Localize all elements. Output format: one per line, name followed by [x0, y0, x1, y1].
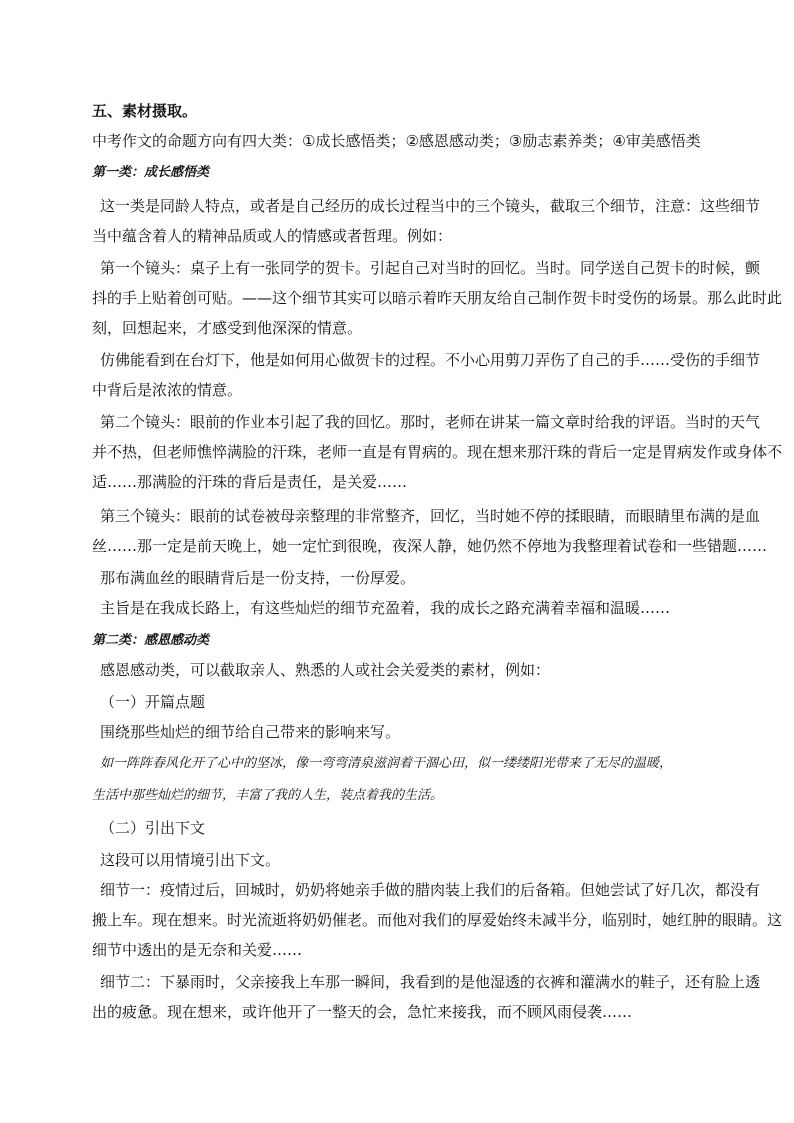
paragraph-line: 搬上车。现在想来。时光流逝将奶奶催老。而他对我们的厚爱始终未减半分，临别时，她红肿的眼睛。这	[92, 911, 783, 929]
example-sentence-line: 如一阵阵春风化开了心中的坚冰，像一弯弯清泉滋润着干涸心田，似一缕缕阳光带来了无尽的温暖，	[100, 756, 673, 771]
paragraph-line: 细节一：疫情过后，回城时，奶奶将她亲手做的腊肉装上我们的后备箱。但她尝试了好几次，都没有	[100, 881, 761, 899]
paragraph-line: 这段可以用情境引出下文。	[100, 851, 281, 869]
paragraph-line: 第三个镜头：眼前的试卷被母亲整理的非常整齐，回忆，当时她不停的揉眼睛，而眼睛里布满的是血	[100, 507, 761, 525]
paragraph-line: 中背后是浓浓的情意。	[92, 381, 243, 399]
paragraph-line: 感恩感动类，可以截取亲人、熟悉的人或社会关爱类的素材，例如：	[100, 661, 551, 679]
paragraph-line: 主旨是在我成长路上，有这些灿烂的细节充盈着，我的成长之路充满着幸福和温暖……	[100, 599, 671, 617]
paragraph-line: 那布满血丝的眼睛背后是一份支持，一份厚爱。	[100, 569, 416, 587]
paragraph-line: 并不热，但老师憔悴满脸的汗珠，老师一直是有胃病的。现在想来那汗珠的背后一定是胃病发作或身体不	[92, 443, 783, 461]
paragraph-line: 出的疲惫。现在想来，或许他开了一整天的会，急忙来接我，而不顾风雨侵袭……	[92, 1003, 633, 1021]
paragraph-line: 第二个镜头：眼前的作业本引起了我的回忆。那时，老师在讲某一篇文章时给我的评语。当时的天气	[100, 413, 761, 431]
paragraph-line: 细节中透出的是无奈和关爱……	[92, 941, 303, 959]
category-two-title: 第二类：感恩感动类	[92, 633, 210, 648]
intro-line: 中考作文的命题方向有四大类：①成长感悟类；②感恩感动类；③励志素养类；④审美感悟类	[92, 132, 701, 150]
paragraph-line: 刻，回想起来，才感受到他深深的情意。	[92, 319, 363, 337]
paragraph-line: 细节二：下暴雨时，父亲接我上车那一瞬间，我看到的是他湿透的衣裤和灌满水的鞋子，还有脸上透	[100, 973, 761, 991]
paragraph-line: 适……那满脸的汗珠的背后是责任，是关爱……	[92, 473, 408, 491]
subheading-opening: （一）开篇点题	[100, 693, 206, 711]
example-sentence-line: 生活中那些灿烂的细节，丰富了我的人生，装点着我的生活。	[92, 788, 444, 803]
paragraph-line: 这一类是同龄人特点，或者是自己经历的成长过程当中的三个镜头，截取三个细节，注意：这些细节	[100, 197, 761, 215]
section-heading: 五、素材摄取。	[92, 102, 198, 120]
paragraph-line: 抖的手上贴着创可贴。——这个细节其实可以暗示着昨天朋友给自己制作贺卡时受伤的场景。那么此时此	[92, 289, 783, 307]
paragraph-line: 仿佛能看到在台灯下，他是如何用心做贺卡的过程。不小心用剪刀弄伤了自己的手……受伤的手细节	[100, 351, 761, 369]
category-one-title: 第一类：成长感悟类	[92, 165, 210, 180]
paragraph-line: 当中蕴含着人的精神品质或人的情感或者哲理。例如：	[92, 227, 453, 245]
subheading-transition: （二）引出下文	[100, 819, 206, 837]
paragraph-line: 第一个镜头：桌子上有一张同学的贺卡。引起自己对当时的回忆。当时。同学送自己贺卡的时候，颤	[100, 259, 761, 277]
paragraph-line: 围绕那些灿烂的细节给自己带来的影响来写。	[100, 723, 401, 741]
paragraph-line: 丝……那一定是前天晚上，她一定忙到很晚，夜深人静，她仍然不停地为我整理着试卷和一些错题……	[92, 537, 768, 555]
